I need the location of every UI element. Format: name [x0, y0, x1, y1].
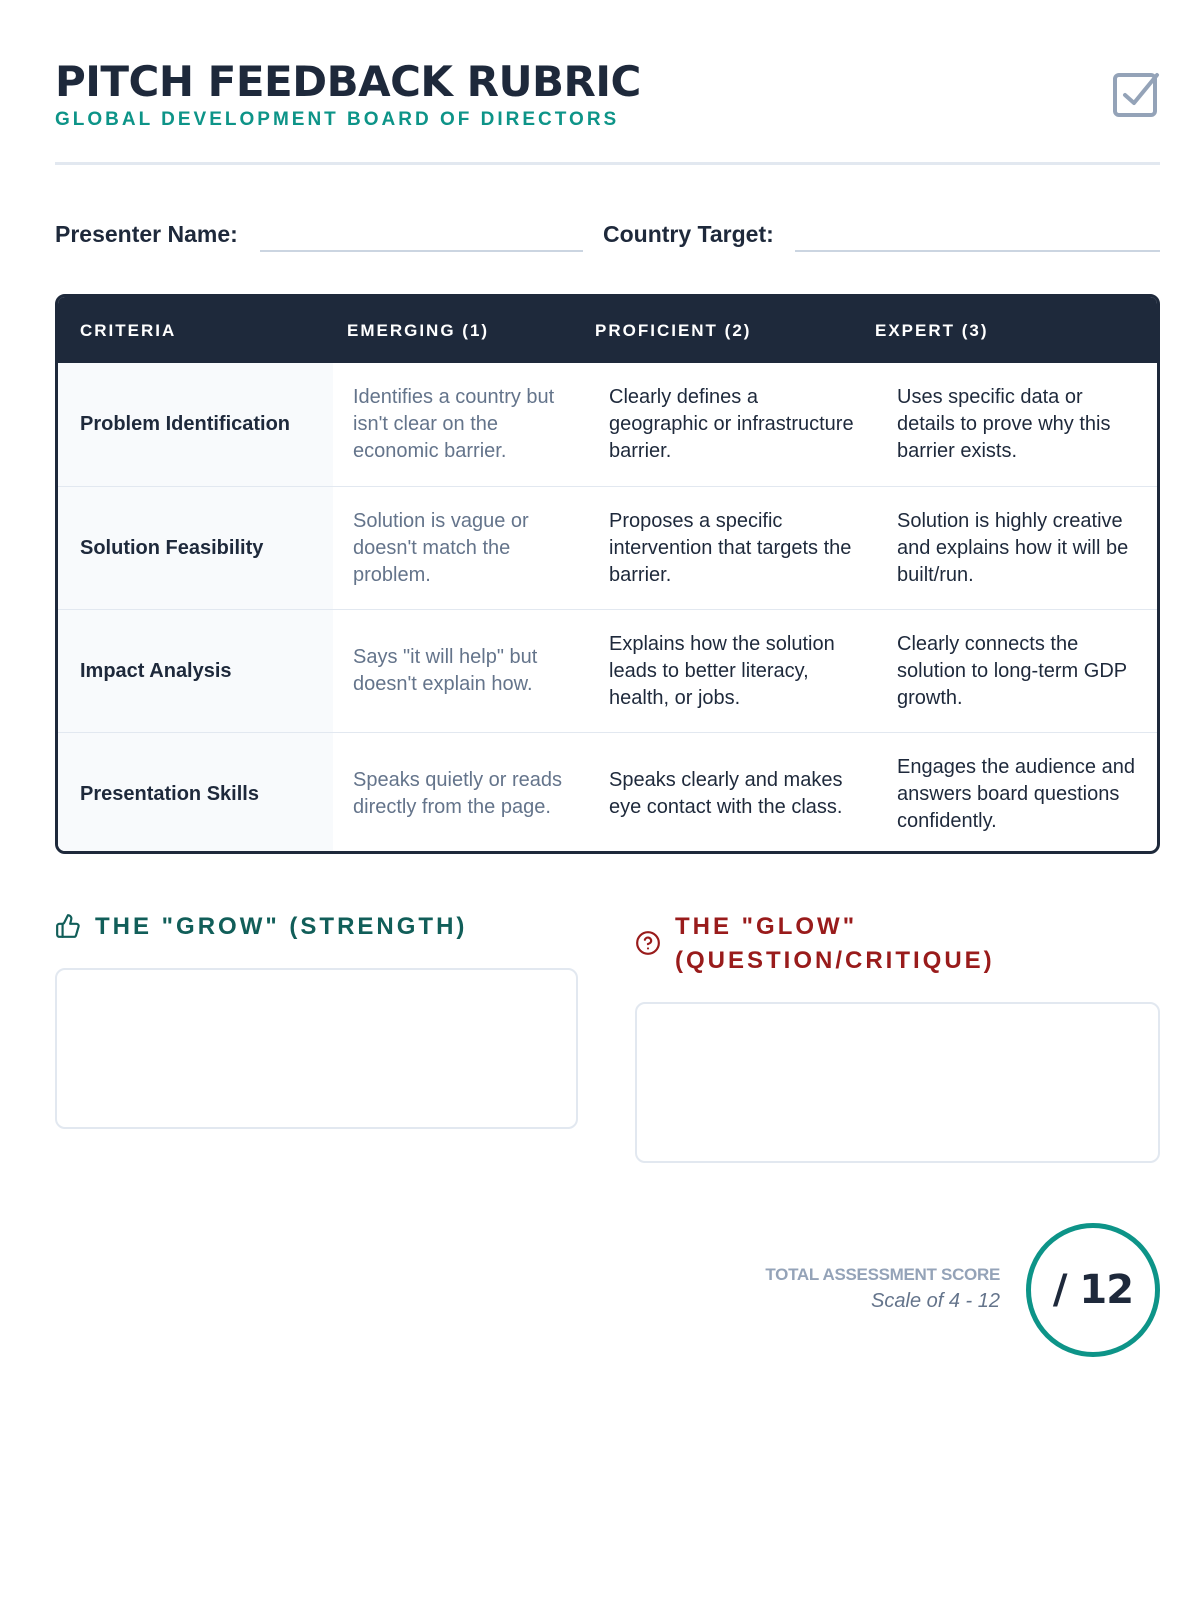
glow-title-line2: (QUESTION/CRITIQUE) — [675, 947, 995, 974]
glow-heading — [635, 910, 995, 978]
presenter-name-label: Presenter Name: — [55, 221, 238, 247]
expert-cell: Solution is highly creative and explains how it will be built/run. — [897, 509, 1129, 586]
presenter-name-field[interactable] — [260, 250, 583, 252]
header-criteria: CRITERIA — [80, 321, 177, 340]
grow-feedback-box[interactable] — [55, 968, 578, 1129]
glow-title — [675, 910, 995, 978]
country-target-field[interactable] — [795, 250, 1160, 252]
criteria-label: Problem Identification — [80, 413, 291, 435]
emerging-cell: Speaks quietly or reads directly from the page. — [353, 769, 563, 818]
criteria-label: Presentation Skills — [80, 782, 259, 805]
table-header — [58, 297, 1160, 363]
table-row — [58, 486, 1160, 609]
page-header — [55, 55, 1160, 165]
page-subtitle: GLOBAL DEVELOPMENT BOARD OF DIRECTORS — [55, 109, 620, 130]
page-title: PITCH FEEDBACK RUBRIC — [55, 57, 641, 106]
expert-cell: Clearly connects the solution to long-term GDP growth. — [897, 632, 1127, 709]
proficient-cell: Clearly defines a geographic or infrastructure barrier. — [609, 386, 854, 462]
header-proficient: PROFICIENT (2) — [595, 321, 752, 340]
criteria-label: Solution Feasibility — [80, 536, 264, 559]
rubric-page — [55, 0, 1160, 1600]
emerging-cell: Solution is vague or doesn't match the problem. — [353, 509, 529, 586]
checkbox-icon — [1112, 70, 1160, 118]
emerging-cell: Says "it will help" but doesn't explain how. — [353, 646, 538, 695]
score-circle[interactable]: / 12 — [1026, 1223, 1160, 1357]
criteria-cell — [58, 487, 333, 609]
table-row — [58, 732, 1160, 854]
expert-cell: Engages the audience and answers board questions confidently. — [897, 755, 1135, 832]
criteria-label: Impact Analysis — [80, 659, 232, 682]
grow-title: THE "GROW" (STRENGTH) — [95, 913, 468, 940]
proficient-cell: Explains how the solution leads to better literacy, health, or jobs. — [609, 632, 835, 709]
proficient-cell: Speaks clearly and makes eye contact with the class. — [609, 769, 843, 818]
country-target-label: Country Target: — [603, 221, 774, 247]
glow-feedback-box[interactable] — [635, 1002, 1160, 1163]
expert-cell: Uses specific data or details to prove why this barrier exists. — [897, 386, 1111, 462]
table-row — [58, 363, 1160, 486]
score-scale: Scale of 4 - 12 — [871, 1290, 1000, 1312]
criteria-cell — [58, 363, 333, 486]
rubric-table — [55, 294, 1160, 854]
emerging-cell: Identifies a country but isn't clear on the economic barrier. — [353, 386, 555, 462]
proficient-cell: Proposes a specific intervention that targets the barrier. — [609, 509, 852, 586]
table-row — [58, 609, 1160, 732]
glow-title-line1: THE "GLOW" — [675, 913, 858, 940]
header-emerging: EMERGING (1) — [347, 321, 490, 340]
criteria-cell — [58, 733, 333, 854]
grow-heading — [55, 910, 467, 944]
criteria-cell — [58, 610, 333, 732]
thumbs-up-icon — [55, 913, 81, 939]
score-label: TOTAL ASSESSMENT SCORE — [765, 1265, 1000, 1284]
presenter-fields — [55, 218, 1160, 254]
question-circle-icon — [635, 930, 661, 956]
header-expert: EXPERT (3) — [875, 321, 989, 340]
